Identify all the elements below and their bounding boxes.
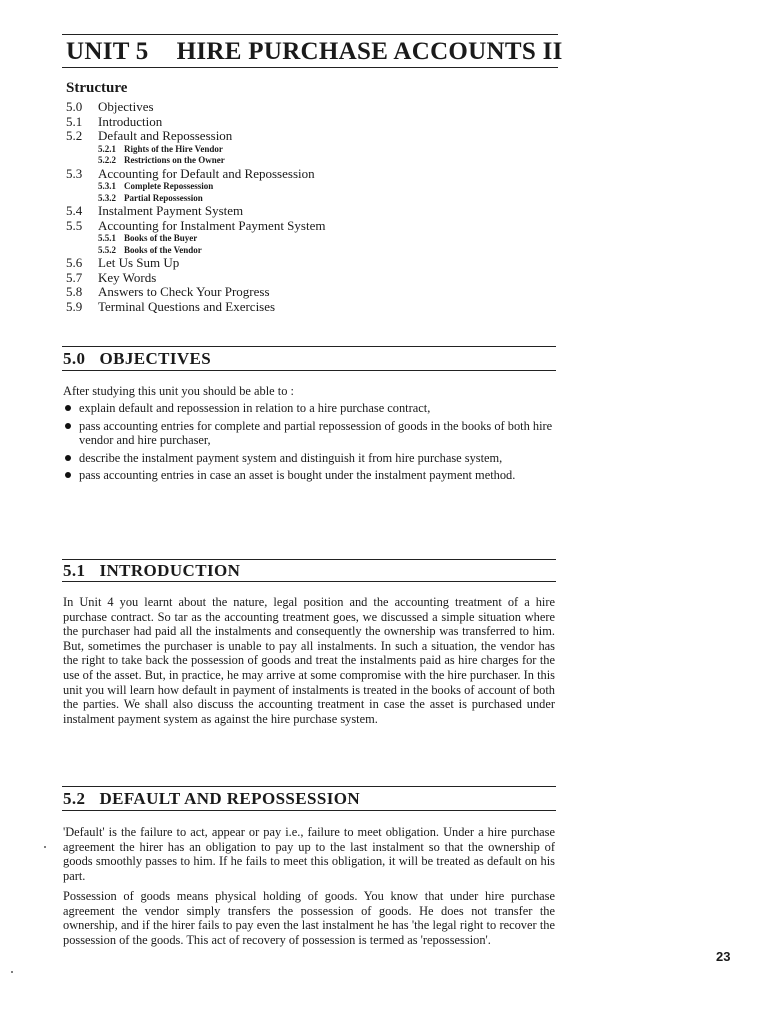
introduction-bottom-rule [62,581,556,582]
unit-number: UNIT 5 [66,38,149,65]
structure-item-label: Introduction [98,113,163,129]
structure-item [66,181,526,193]
structure-item-number: 5.5.1 [98,233,116,243]
structure-item-label: Instalment Payment System [98,203,244,218]
structure-item-number: 5.3.1 [98,181,116,191]
structure-item-number: 5.7 [66,269,83,285]
introduction-paragraph: In Unit 4 you learnt about the nature, legal position and the accounting treatment of a hire purchase contract. So tar as the accounting treatment goes, we discussed a simple situation where the purchaser had paid all the instalments and consequently the ownership was transferred to him. But, sometimes the purchaser is unable to pay all instalments. In such a situation, the vendor has the right to take back the possession of goods and treat the instalments paid as hire charges for the use of the asset. But, in practice, he may arrive at some compromise with the hire purchaser. In this unit you will learn how default in payment of instalments is treated in the books of account of both the parties. We shall also discuss the accounting treatment in case the asset is purchased under instalment payment system as against the hire purchase system. [63,595,555,726]
structure-item-label: Accounting for Default and Repossession [98,165,315,181]
structure-item [66,219,526,234]
default-top-rule [62,786,556,787]
structure-item [66,100,526,115]
title-bottom-rule [62,67,558,68]
default-number: 5.2 [63,789,86,808]
bullet-icon [65,455,71,461]
structure-item-number: 5.5.2 [98,244,116,255]
structure-heading: Structure [66,80,128,96]
structure-item-number: 5.3.2 [98,192,116,203]
objectives-heading [63,349,211,369]
introduction-number: 5.1 [63,561,86,580]
objectives-top-rule [62,346,556,347]
structure-item-label: Terminal Questions and Exercises [98,298,276,314]
default-bottom-rule [62,810,556,811]
default-paragraph-2: Possession of goods means physical holding of goods. You know that under hire purchase agreement the vendor simply transfers the possession of goods. He does not transfer the ownership, and if the hirer fails to pay even the last instalment he has 'the legal right to recover the possession of the goods. This act of recovery of possession is termed as 'repossession'. [63,889,555,947]
structure-item-number: 5.5 [66,217,83,233]
objectives-list [63,401,553,486]
structure-item-number: 5.2.2 [98,155,116,165]
unit-title [66,38,563,66]
objective-item [63,419,553,448]
structure-item-label: Books of the Buyer [124,233,198,243]
introduction-title: INTRODUCTION [99,561,241,580]
structure-item-label: Books of the Vendor [124,244,202,255]
scan-speck [11,971,13,973]
structure-item-label: Rights of the Hire Vendor [124,143,223,154]
structure-item-number: 5.4 [66,203,83,218]
structure-item-label: Restrictions on the Owner [124,155,225,165]
introduction-heading [63,561,240,581]
structure-list [66,100,526,314]
structure-item-number: 5.1 [66,113,83,129]
structure-item [66,155,526,167]
structure-item-number: 5.9 [66,298,83,314]
objectives-bottom-rule [62,370,556,371]
structure-item-number: 5.2 [66,128,83,143]
structure-item-number: 5.3 [66,165,83,181]
structure-item-label: Objectives [98,99,154,114]
default-title: DEFAULT AND REPOSSESSION [99,789,361,808]
default-paragraph-1: 'Default' is the failure to act, appear or pay i.e., failure to meet obligation. Under a hire purchase agreement the hirer has an obligation to pay up to the last instalment so that the ownership of goods smoothly passes to him. If he fails to meet this obligation, it will be treated as default on his part. [63,825,555,883]
objective-text: explain default and repossession in relation to a hire purchase contract, [79,401,431,415]
objective-item [63,451,553,466]
structure-item-label: Default and Repossession [98,128,233,143]
introduction-top-rule [62,559,556,560]
objective-text: pass accounting entries for complete and partial repossession of goods in the books of both hire vendor and hire purchaser, [79,418,553,448]
structure-item-label: Answers to Check Your Progress [98,284,270,299]
structure-item-label: Partial Repossession [124,192,203,203]
structure-item-label: Let Us Sum Up [98,255,180,270]
bullet-icon [65,423,71,429]
structure-item [66,129,526,144]
scan-speck [44,846,46,848]
structure-item [66,167,526,182]
structure-item [66,300,526,315]
objective-text: describe the instalment payment system and distinguish it from hire purchase system, [79,450,503,465]
objective-item [63,401,553,416]
objective-item [63,468,553,483]
structure-item-label: Complete Repossession [124,181,214,191]
page-number: 23 [716,949,731,964]
bullet-icon [65,405,71,411]
structure-item [66,256,526,271]
structure-item-number: 5.0 [66,99,83,114]
objectives-intro: After studying this unit you should be able to : [63,384,294,398]
structure-item-number: 5.2.1 [98,143,116,154]
structure-item-label: Key Words [98,269,157,285]
structure-item-number: 5.6 [66,255,83,270]
bullet-icon [65,472,71,478]
structure-item [66,285,526,300]
structure-item [66,144,526,156]
objective-text: pass accounting entries in case an asset is bought under the instalment payment method. [79,468,516,483]
title-top-rule [62,34,558,35]
unit-title-text: HIRE PURCHASE ACCOUNTS II [176,38,563,65]
structure-item [66,115,526,130]
objectives-title: OBJECTIVES [99,349,212,368]
structure-item-label: Accounting for Instalment Payment System [98,217,326,233]
structure-item-number: 5.8 [66,284,83,299]
structure-item [66,271,526,286]
structure-item [66,204,526,219]
structure-item [66,233,526,245]
objectives-number: 5.0 [63,349,86,368]
default-heading [63,789,360,809]
